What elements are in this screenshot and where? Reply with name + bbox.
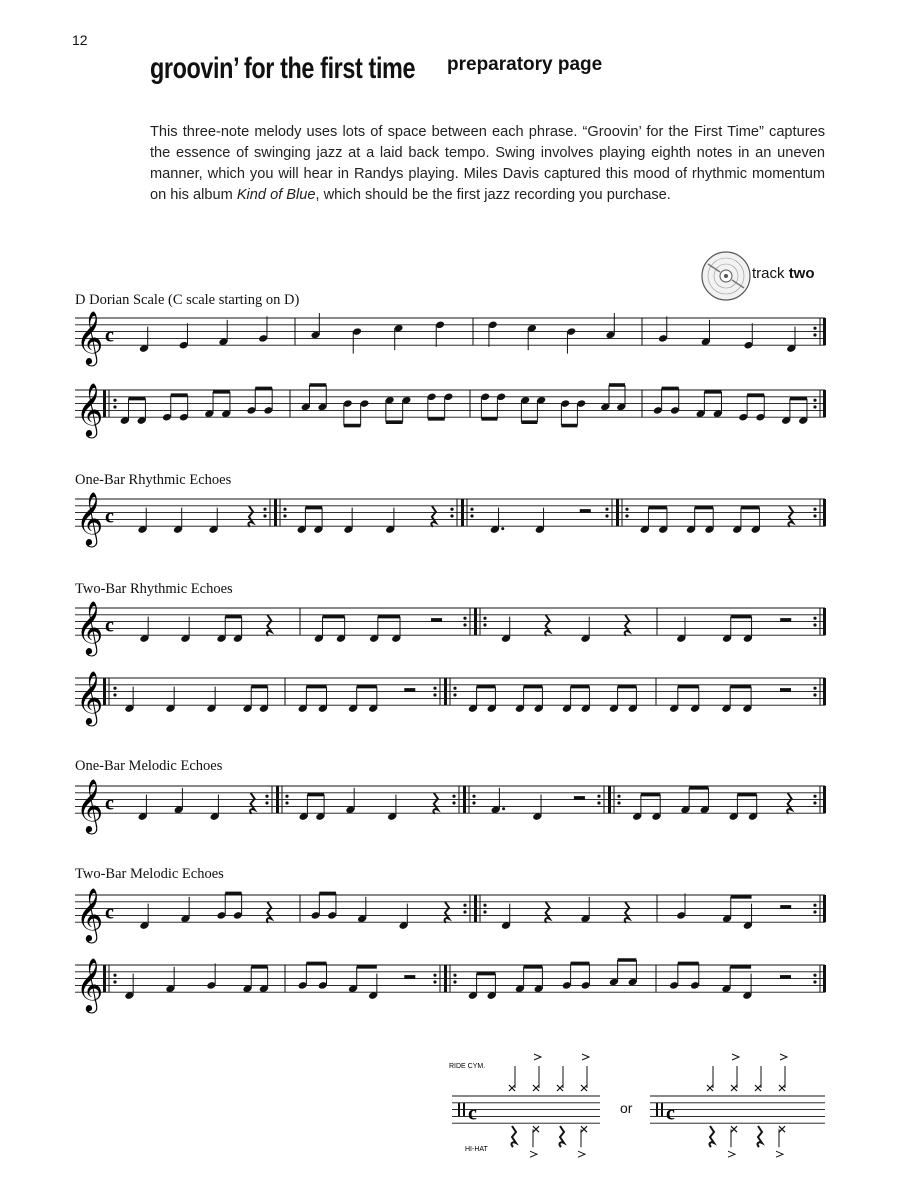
repeat-dot <box>113 687 116 690</box>
dot <box>501 527 504 530</box>
album-title: Kind of Blue <box>236 187 316 203</box>
repeat-dot <box>113 974 116 977</box>
half-rest <box>580 509 591 512</box>
quarter-rest <box>758 1126 762 1147</box>
half-rest <box>404 975 415 979</box>
common-time-sign: c <box>105 792 114 815</box>
treble-clef: 𝄞 <box>76 957 104 1012</box>
section-label-one-bar-melodic: One-Bar Melodic Echoes <box>75 758 223 774</box>
final-barline <box>823 499 826 526</box>
page-title: groovin’ for the first time <box>150 52 416 85</box>
treble-clef: 𝄞 <box>76 778 104 833</box>
section-label-dorian-scale: D Dorian Scale (C scale starting on D) <box>75 292 300 308</box>
repeat-dot <box>625 514 628 517</box>
repeat-dot <box>450 514 453 517</box>
repeat-dot <box>463 910 466 913</box>
hihat-note <box>779 1126 785 1132</box>
repeat-bar <box>461 499 464 526</box>
accent-mark <box>780 1054 787 1060</box>
repeat-dot <box>433 687 436 690</box>
repeat-dot <box>813 623 816 626</box>
repeat-dot <box>813 910 816 913</box>
repeat-dot <box>617 795 620 798</box>
repeat-bar <box>274 499 277 526</box>
intro-text-part1: This three-note melody uses lots of space between each phrase. “Groovin’ for the First Time” captures the essence of swinging jazz at a laid back tempo. Swing involves playing eighth notes in an uneven manner, which you will hear in Randys playing. Miles Davis captured this mood of rhythmic momentum on his album <box>150 124 825 203</box>
half-rest <box>780 905 791 909</box>
accent-mark <box>728 1151 735 1157</box>
repeat-dot <box>283 514 286 517</box>
final-barline <box>823 895 826 922</box>
repeat-dot <box>472 801 475 804</box>
repeat-dot <box>453 687 456 690</box>
repeat-dot <box>450 508 453 511</box>
track-number: two <box>788 265 815 282</box>
final-barline <box>823 965 826 992</box>
repeat-bar <box>474 895 477 922</box>
repeat-dot <box>113 980 116 983</box>
quarter-rest <box>545 902 549 923</box>
dot <box>502 807 505 810</box>
repeat-dot <box>625 508 628 511</box>
repeat-dot <box>433 980 436 983</box>
quarter-rest <box>625 902 629 923</box>
common-time-sign: c <box>105 324 114 347</box>
quarter-rest <box>267 615 271 636</box>
track-prefix: track <box>752 265 785 282</box>
cymbal-note <box>707 1085 713 1091</box>
final-barline <box>823 678 826 705</box>
repeat-dot <box>113 693 116 696</box>
accent-mark <box>732 1054 739 1060</box>
repeat-bar <box>474 608 477 635</box>
repeat-dot <box>453 974 456 977</box>
repeat-dot <box>813 333 816 336</box>
repeat-dot <box>813 514 816 517</box>
quarter-rest <box>787 793 791 814</box>
treble-clef: 𝄞 <box>76 310 104 365</box>
repeat-dot <box>433 974 436 977</box>
quarter-rest <box>788 506 792 527</box>
quarter-rest <box>250 793 254 814</box>
repeat-dot <box>285 795 288 798</box>
repeat-bar <box>444 678 447 705</box>
repeat-dot <box>813 687 816 690</box>
hihat-note <box>731 1126 737 1132</box>
repeat-dot <box>265 801 268 804</box>
repeat-dot <box>813 693 816 696</box>
treble-clef: 𝄞 <box>76 491 104 546</box>
repeat-dot <box>463 904 466 907</box>
repeat-dot <box>472 795 475 798</box>
accent-mark <box>776 1151 783 1157</box>
section-label-two-bar-rhythmic: Two-Bar Rhythmic Echoes <box>75 581 233 597</box>
accent-mark <box>582 1054 589 1060</box>
quarter-rest <box>625 615 629 636</box>
repeat-dot <box>617 801 620 804</box>
repeat-dot <box>597 795 600 798</box>
repeat-dot <box>813 405 816 408</box>
cymbal-note <box>755 1085 761 1091</box>
start-repeat-bar <box>103 390 106 417</box>
repeat-dot <box>113 405 116 408</box>
cymbal-note <box>509 1085 515 1091</box>
hihat-note <box>533 1126 539 1132</box>
repeat-dot <box>452 801 455 804</box>
quarter-rest <box>431 506 435 527</box>
hihat-label: HI-HAT <box>465 1146 488 1154</box>
quarter-rest <box>248 506 252 527</box>
final-barline <box>823 318 826 345</box>
hihat-note <box>581 1126 587 1132</box>
half-rest <box>780 618 791 622</box>
repeat-bar <box>276 786 279 813</box>
half-rest <box>574 796 585 800</box>
repeat-dot <box>452 795 455 798</box>
final-barline <box>823 390 826 417</box>
percussion-clef <box>656 1103 658 1117</box>
treble-clef: 𝄞 <box>76 887 104 942</box>
repeat-dot <box>813 508 816 511</box>
common-time-sign: c <box>468 1102 477 1125</box>
common-time-sign: c <box>105 614 114 637</box>
half-rest <box>780 975 791 979</box>
treble-clef: 𝄞 <box>76 670 104 725</box>
repeat-dot <box>463 623 466 626</box>
half-rest <box>404 688 415 692</box>
repeat-dot <box>433 693 436 696</box>
repeat-dot <box>463 617 466 620</box>
repeat-dot <box>813 399 816 402</box>
quarter-rest <box>267 902 271 923</box>
quarter-rest <box>433 793 437 814</box>
repeat-dot <box>483 904 486 907</box>
intro-text-part2: , which should be the first jazz recording you purchase. <box>315 187 671 203</box>
cymbal-note <box>779 1085 785 1091</box>
treble-clef: 𝄞 <box>76 600 104 655</box>
repeat-dot <box>813 980 816 983</box>
repeat-dot <box>813 327 816 330</box>
quarter-rest <box>445 902 449 923</box>
repeat-dot <box>265 795 268 798</box>
repeat-dot <box>813 974 816 977</box>
percussion-clef <box>458 1103 460 1117</box>
repeat-dot <box>813 617 816 620</box>
accent-mark <box>530 1151 537 1157</box>
section-label-one-bar-rhythmic: One-Bar Rhythmic Echoes <box>75 472 232 488</box>
repeat-dot <box>597 801 600 804</box>
quarter-rest <box>512 1126 516 1147</box>
quarter-rest <box>560 1126 564 1147</box>
repeat-dot <box>285 801 288 804</box>
repeat-dot <box>113 399 116 402</box>
repeat-dot <box>283 508 286 511</box>
quarter-rest <box>545 615 549 636</box>
page-subtitle: preparatory page <box>447 54 603 75</box>
repeat-dot <box>470 514 473 517</box>
repeat-dot <box>813 801 816 804</box>
section-label-two-bar-melodic: Two-Bar Melodic Echoes <box>75 866 224 882</box>
treble-clef: 𝄞 <box>76 382 104 437</box>
quarter-rest <box>710 1126 714 1147</box>
cymbal-note <box>533 1085 539 1091</box>
repeat-dot <box>453 980 456 983</box>
repeat-dot <box>813 904 816 907</box>
final-barline <box>823 786 826 813</box>
common-time-sign: c <box>105 505 114 528</box>
repeat-dot <box>453 693 456 696</box>
repeat-dot <box>263 508 266 511</box>
cymbal-note <box>557 1085 563 1091</box>
cymbal-note <box>581 1085 587 1091</box>
or-label: or <box>620 1100 633 1116</box>
repeat-dot <box>483 623 486 626</box>
repeat-dot <box>605 508 608 511</box>
repeat-dot <box>605 514 608 517</box>
common-time-sign: c <box>105 901 114 924</box>
repeat-dot <box>813 795 816 798</box>
accent-mark <box>534 1054 541 1060</box>
accent-mark <box>578 1151 585 1157</box>
ride-cymbal-label: RIDE CYM. <box>449 1063 486 1070</box>
percussion-clef <box>463 1103 465 1117</box>
repeat-bar <box>463 786 466 813</box>
repeat-bar <box>608 786 611 813</box>
start-repeat-bar <box>103 965 106 992</box>
common-time-sign: c <box>666 1102 675 1125</box>
percussion-clef <box>661 1103 663 1117</box>
repeat-dot <box>483 617 486 620</box>
cymbal-note <box>731 1085 737 1091</box>
start-repeat-bar <box>103 678 106 705</box>
repeat-dot <box>263 514 266 517</box>
half-rest <box>431 618 442 622</box>
page-number: 12 <box>72 32 88 48</box>
repeat-dot <box>470 508 473 511</box>
final-barline <box>823 608 826 635</box>
repeat-bar <box>616 499 619 526</box>
half-rest <box>780 688 791 692</box>
repeat-dot <box>483 910 486 913</box>
repeat-bar <box>444 965 447 992</box>
